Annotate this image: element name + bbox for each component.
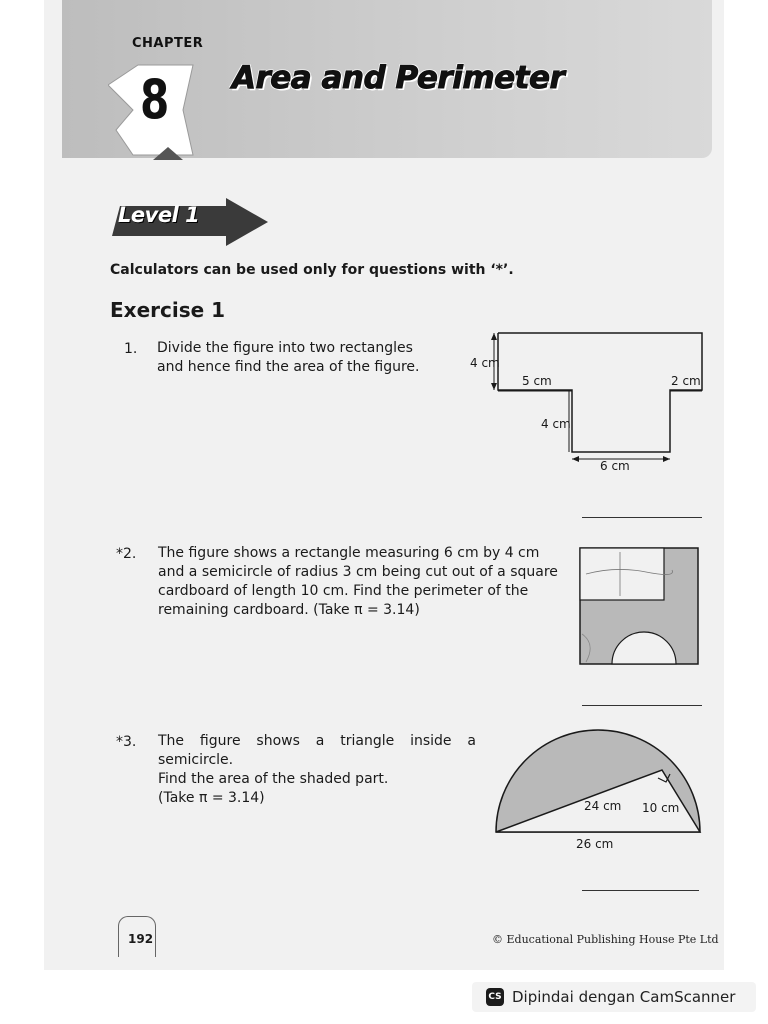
- figure-semicircle-triangle: [490, 722, 710, 854]
- exercise-title: Exercise 1: [110, 298, 226, 322]
- question-2-line: cardboard of length 10 cm. Find the perimeter of the: [158, 583, 529, 599]
- question-1-line: Divide the figure into two rectangles: [157, 340, 413, 356]
- question-2-line: The figure shows a rectangle measuring 6 cm by 4 cm: [158, 545, 540, 561]
- copyright-text: © Educational Publishing House Pte Ltd: [492, 933, 719, 946]
- question-3-line: Find the area of the shaded part.: [158, 771, 389, 787]
- answer-line-1[interactable]: [582, 517, 702, 518]
- camscanner-icon: CS: [486, 988, 504, 1006]
- label-diameter: 26 cm: [576, 837, 614, 851]
- question-3-line: The figure shows a triangle inside a semicircle.: [158, 733, 476, 768]
- label-height-left: 4 cm: [470, 356, 500, 370]
- label-stem-height: 4 cm: [541, 417, 571, 431]
- question-2-line: remaining cardboard. (Take π = 3.14): [158, 602, 420, 618]
- question-1-line: and hence find the area of the figure.: [157, 359, 420, 375]
- question-3-line: (Take π = 3.14): [158, 790, 265, 806]
- question-1-number: 1.: [124, 341, 138, 357]
- chapter-label: CHAPTER: [132, 36, 204, 51]
- question-2-line: and a semicircle of radius 3 cm being cut out of a square: [158, 564, 558, 580]
- label-inner-right: 2 cm: [671, 374, 701, 388]
- label-leg-a: 24 cm: [584, 799, 622, 813]
- figure-square-cardboard: [576, 544, 704, 668]
- question-2-text: [158, 544, 558, 620]
- camscanner-text: Dipindai dengan CamScanner: [512, 988, 736, 1006]
- question-3-number: *3.: [116, 734, 137, 750]
- question-2-number: *2.: [116, 546, 137, 562]
- chapter-number: 8: [140, 68, 170, 131]
- label-stem-width: 6 cm: [600, 459, 630, 473]
- camscanner-watermark: [472, 982, 756, 1012]
- level-label: Level 1: [118, 203, 200, 227]
- question-3-text: [158, 732, 476, 808]
- answer-line-3[interactable]: [582, 890, 699, 891]
- figure-t-shape: [466, 328, 716, 478]
- answer-line-2[interactable]: [582, 705, 702, 706]
- calculator-note: Calculators can be used only for questions with ‘*’.: [110, 262, 514, 278]
- chapter-title: Area and Perimeter: [232, 60, 565, 96]
- page-number: 192: [128, 932, 154, 946]
- label-inner-left: 5 cm: [522, 374, 552, 388]
- question-1-text: [157, 339, 449, 377]
- label-leg-b: 10 cm: [642, 801, 680, 815]
